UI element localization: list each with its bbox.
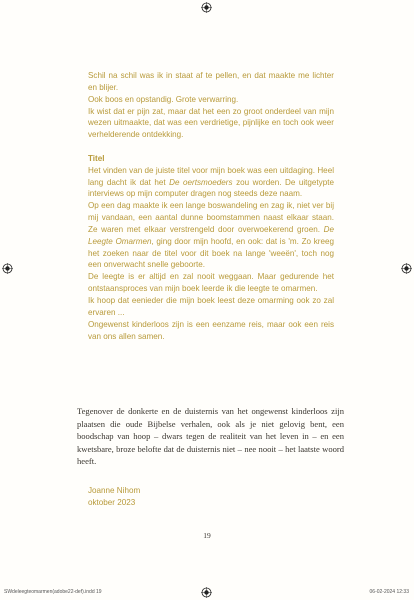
registration-mark-icon: [201, 2, 212, 13]
signature-block: [88, 485, 288, 509]
paragraph: Het vinden van de juiste titel voor mijn boek was een uitdaging. Heel lang dacht ik dat het De oertsmoeders zou worden. De uitgetypte interviews op mijn computer dragen nog steeds deze naam.: [88, 165, 334, 199]
print-slug-filename: SWdeleegteomarmen(adobe22-def).indd 19: [4, 589, 102, 595]
book-title-italic: De Leegte Omarmen: [88, 224, 334, 246]
print-slug-timestamp: 06-02-2024 12:33: [369, 589, 409, 595]
paragraph: Op een dag maakte ik een lange boswandeling en zag ik, niet ver bij mij vandaan, een aantal dunne boomstammen naast elkaar staan. Ze waren met elkaar verstrengeld door overwoekerend groen. De Leegte Omarmen, ging door mijn hoofd, en ook: dat is 'm. Zo kreeg het zoeken naar de titel voor dit boek na lange 'weeën', toch nog een onverwacht snelle geboorte.: [88, 201, 334, 270]
body-text-block: [88, 70, 334, 342]
paragraph: De leegte is er altijd en zal nooit weggaan. Maar gedurende het ontstaansproces van mijn boek leerde ik die leegte te omarmen.: [88, 272, 334, 294]
paragraph: Ongewenst kinderloos zijn is een eenzame reis, maar ook een reis van ons allen samen.: [88, 319, 334, 341]
signature-date: oktober 2023: [88, 497, 136, 507]
paragraph: Ik hoop dat eenieder die mijn boek leest deze omarming ook zo zal ervaren ...: [88, 295, 334, 317]
closing-paragraph: Tegenover de donkerte en de duisternis van het ongewenst kinderloos zijn plaatsen die oude Bijbelse verhalen, ook als je niet gelovig bent, een boodschap van hoop – dwars tegen de realiteit van het leven in – en een kwetsbare, broze belofte dat de duisternis niet – nee nooit – het laatste woord heeft.: [77, 406, 344, 467]
registration-mark-icon: [401, 263, 412, 274]
page-number: 19: [203, 531, 211, 540]
registration-mark-icon: [201, 587, 212, 598]
book-title-italic: De oertsmoeders: [169, 177, 233, 187]
registration-mark-icon: [2, 263, 13, 274]
section-heading: Titel: [88, 153, 105, 163]
paragraph: Ik wist dat er pijn zat, maar dat het een zo groot onderdeel van mijn wezen uitmaakte, dat was een verdrietige, pijnlijke en toch ook weer verhelderende ontdekking.: [88, 106, 334, 140]
author-name: Joanne Nihom: [88, 486, 141, 495]
paragraph: Schil na schil was ik in staat af te pellen, en dat maakte me lichter en blijer.: [88, 71, 334, 92]
paragraph: Ook boos en opstandig. Grote verwarring.: [88, 94, 239, 104]
